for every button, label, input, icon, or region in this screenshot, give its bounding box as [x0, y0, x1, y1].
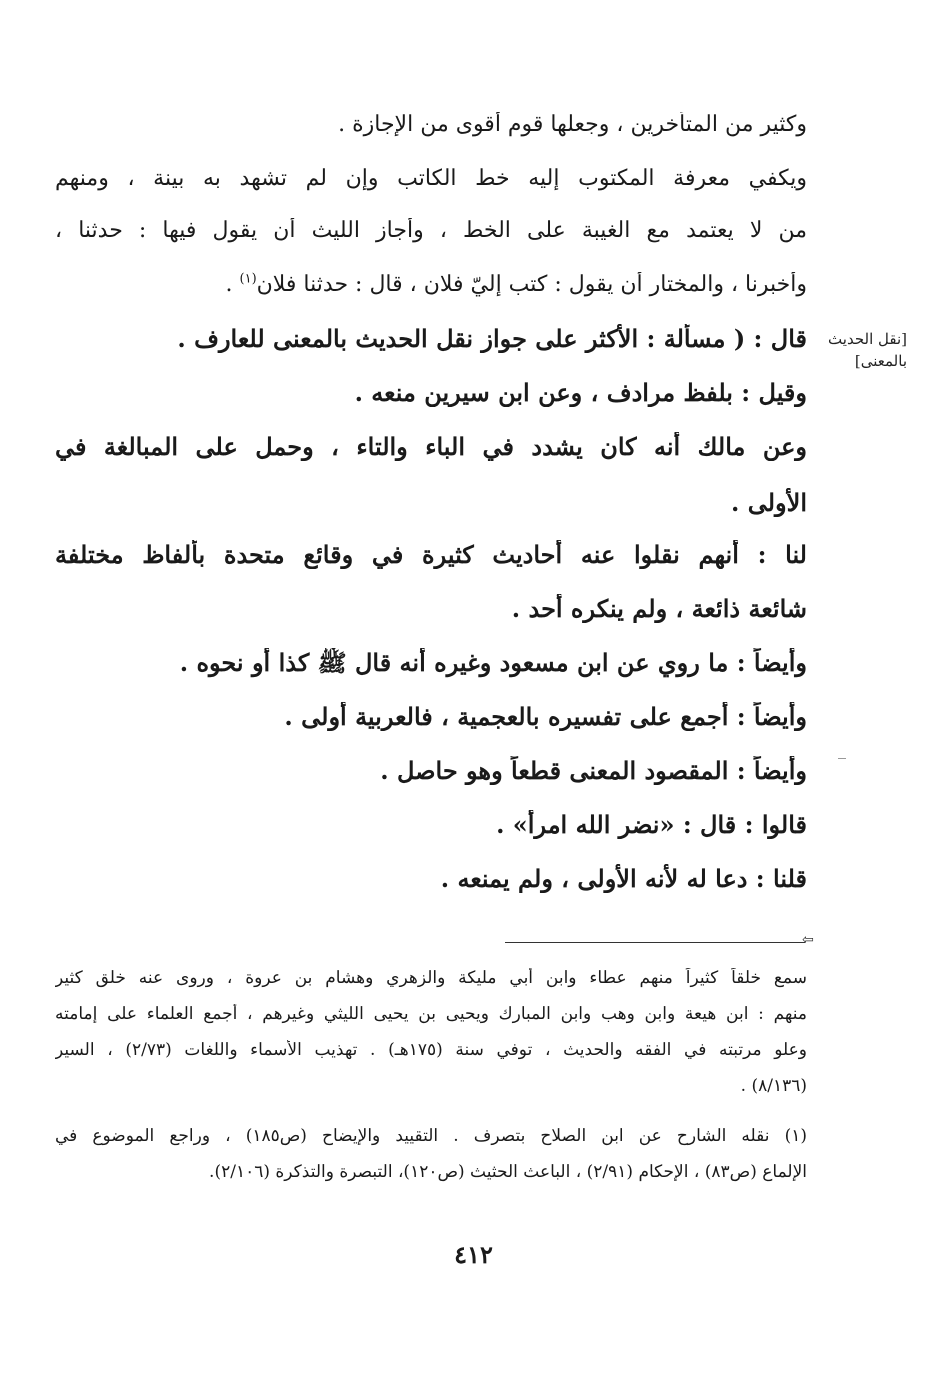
- footnote-ref: (١): [239, 272, 257, 287]
- continuation-arrow-icon: ⇦: [802, 932, 814, 948]
- body-line-15: قلنا : دعا له لأنه الأولى ، ولم يمنعه .: [440, 864, 807, 893]
- body-line-2: ويكفي معرفة المكتوب إليه خط الكاتب وإن لم تشهد به بينة ، ومنهم: [55, 166, 807, 191]
- margin-note-line-2: بالمعنى]: [854, 352, 907, 370]
- page-number: ٤١٢: [454, 1240, 493, 1269]
- body-line-14: قالوا : قال : «نضر الله امرأً» .: [496, 810, 807, 839]
- footnote-line-5: (١) نقله الشارح عن ابن الصلاح بتصرف . التقييد والإيضاح (ص١٨٥) ، وراجع الموضوع في: [55, 1126, 807, 1146]
- body-line-11: وأيضاً : ما روي عن ابن مسعود وغيره أنه قال ﷺ كذا أو نحوه .: [179, 648, 807, 677]
- footnote-line-4: (٨/١٣٦) .: [740, 1076, 807, 1096]
- margin-dash: [838, 758, 846, 759]
- footnote-divider: [505, 942, 805, 943]
- footnote-line-6: الإلماع (ص٨٣) ، الإحكام (٢/٩١) ، الباعث الحثيث (ص١٢٠)، التبصرة والتذكرة (٢/١٠٦).: [209, 1162, 807, 1182]
- body-line-10: شائعة ذائعة ، ولم ينكره أحد .: [511, 594, 807, 623]
- body-line-4-text: وأخبرنا ، والمختار أن يقول : كتب إليّ فلان ، قال : حدثنا فلان: [256, 272, 807, 297]
- body-line-12: وأيضاً : أجمع على تفسيره بالعجمية ، فالعربية أولى .: [284, 702, 807, 731]
- body-line-3: من لا يعتمد مع الغيبة على الخط ، وأجاز الليث أن يقول فيها : حدثنا ،: [55, 218, 807, 243]
- body-line-5: قال : ( مسألة : الأكثر على جواز نقل الحديث بالمعنى للعارف .: [177, 324, 807, 353]
- body-line-9: لنا : أنهم نقلوا عنه أحاديث كثيرة في وقائع متحدة بألفاظ مختلفة: [55, 540, 807, 569]
- body-line-8: الأولى .: [731, 488, 807, 517]
- margin-note: [819, 328, 907, 372]
- body-line-13: وأيضاً : المقصود المعنى قطعاً وهو حاصل .: [380, 756, 807, 785]
- margin-note-line-1: [نقل الحديث: [828, 330, 907, 348]
- body-line-6: وقيل : بلفظ مرادف ، وعن ابن سيرين منعه .: [354, 378, 807, 407]
- body-line-7: وعن مالك أنه كان يشدد في الباء والتاء ، وحمل على المبالغة في: [55, 432, 807, 461]
- body-line-4: [55, 272, 807, 297]
- footnote-line-3: وعلو مرتبته في الفقه والحديث ، توفي سنة (١٧٥هـ) . تهذيب الأسماء واللغات (٢/٧٣) ، السير: [55, 1040, 807, 1060]
- body-line-4-end: .: [225, 272, 240, 297]
- footnote-line-1: سمع خلقاً كثيراً منهم عطاء وابن أبي مليكة والزهري وهشام بن عروة ، وروى عنه خلق كثير: [55, 968, 807, 988]
- body-line-1: وكثير من المتأخرين ، وجعلها قوم أقوى من الإجازة .: [338, 112, 807, 137]
- footnote-line-2: منهم : ابن هيعة وابن وهب وابن المبارك ويحيى بن يحيى الليثي وغيرهم ، أجمع العلماء على إمامته: [55, 1004, 807, 1024]
